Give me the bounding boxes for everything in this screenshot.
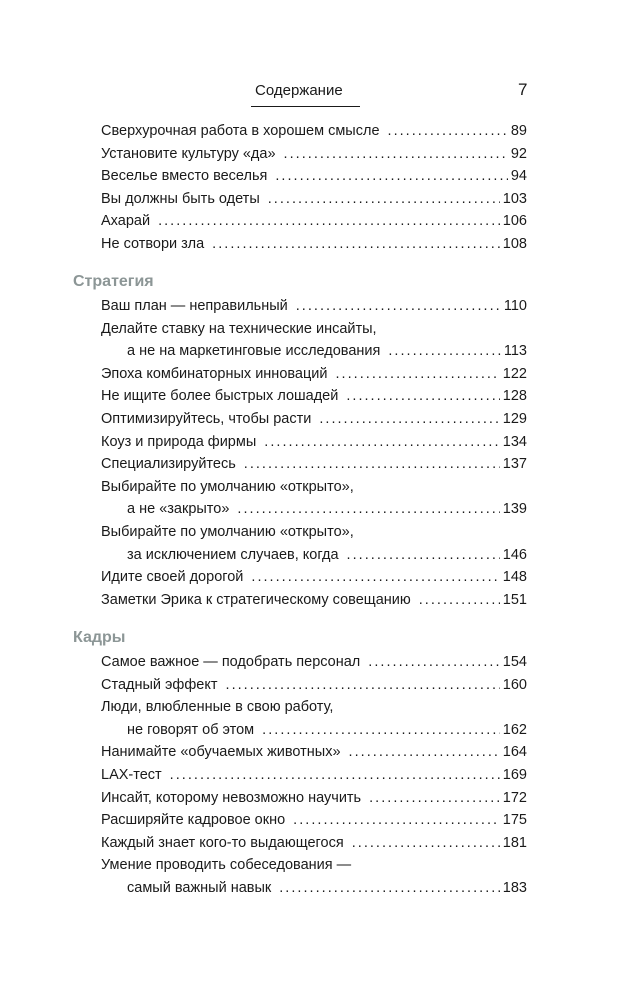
toc-entry[interactable]: [101, 833, 527, 856]
toc-entry[interactable]: [101, 788, 527, 811]
dot-leader: [388, 121, 508, 141]
toc-entry[interactable]: [101, 567, 527, 590]
dot-leader: [368, 652, 500, 672]
dot-leader: [268, 189, 500, 209]
toc-entry[interactable]: [101, 296, 527, 319]
toc-entry-title: Заметки Эрика к стратегическому совещанию: [101, 591, 411, 608]
toc-entry-title: за исключением случаев, когда: [127, 546, 339, 563]
dot-leader: [293, 810, 500, 830]
toc-entry-page: 162: [502, 721, 527, 738]
toc-entry[interactable]: [101, 364, 527, 387]
header-underline: [251, 106, 360, 107]
toc-entry-page: 103: [502, 190, 527, 207]
dot-leader: [347, 545, 500, 565]
toc-entry-title: Расширяйте кадровое окно: [101, 812, 286, 829]
toc-entry-title: Идите своей дорогой: [101, 569, 244, 586]
dot-leader: [336, 364, 500, 384]
dot-leader: [352, 833, 500, 853]
toc-entry-title: Инсайт, которому невозможно научить: [101, 789, 362, 806]
section-heading: Стратегия: [73, 273, 154, 290]
toc-entry-title: Оптимизируйтесь, чтобы расти: [101, 411, 312, 427]
toc-entry[interactable]: [101, 211, 527, 234]
toc-entry-page: 113: [503, 343, 527, 360]
dot-leader: [275, 166, 507, 186]
toc-entry[interactable]: [101, 319, 527, 364]
toc-entry-page: 139: [502, 501, 527, 518]
dot-leader: [170, 765, 500, 785]
toc-entry-page: 106: [502, 213, 527, 230]
dot-leader: [349, 742, 500, 762]
toc-entry-page: 160: [502, 676, 527, 693]
toc-entry[interactable]: [101, 697, 527, 742]
toc-entry[interactable]: [101, 675, 527, 698]
toc-entry-page: 108: [502, 236, 527, 252]
toc-entry[interactable]: [101, 166, 527, 189]
dot-leader: [296, 296, 501, 316]
toc-entry-title: Сверхурочная работа в хорошем смысле: [101, 123, 380, 139]
toc-entry[interactable]: [101, 189, 527, 212]
toc-entry-page: 134: [502, 433, 527, 450]
toc-entry-title: Умение проводить собеседования —: [101, 857, 352, 874]
toc-entry-title: не говорят об этом: [127, 721, 255, 738]
toc-entry-page: 146: [502, 546, 527, 563]
toc-entry-title: Выбирайте по умолчанию «открыто»,: [101, 478, 354, 495]
dot-leader: [279, 878, 500, 898]
toc-entry[interactable]: [101, 765, 527, 788]
toc-entry[interactable]: [101, 454, 527, 477]
toc-entry-title: Не сотвори зла: [101, 236, 205, 252]
toc-entry[interactable]: [101, 432, 527, 455]
toc-entry[interactable]: [101, 742, 527, 765]
dot-leader: [262, 720, 500, 740]
dot-leader: [388, 341, 501, 361]
dot-leader: [284, 144, 508, 164]
toc-entry[interactable]: [101, 121, 527, 144]
dot-leader: [212, 234, 500, 254]
toc-entry-page: 169: [502, 767, 527, 783]
dot-leader: [244, 454, 500, 474]
toc-entry-title: Установите культуру «да»: [101, 145, 276, 162]
toc-entry[interactable]: [101, 409, 527, 432]
toc-entry-page: 92: [510, 145, 527, 162]
toc-entry-title: Эпоха комбинаторных инноваций: [101, 365, 328, 382]
section-heading: Кадры: [73, 629, 126, 646]
toc-entry-title: а не на маркетинговые исследования: [127, 343, 381, 360]
toc-entry[interactable]: [101, 386, 527, 409]
toc-entry-title: Ваш план — неправильный: [101, 298, 288, 314]
dot-leader: [237, 499, 499, 519]
dot-leader: [319, 409, 499, 429]
toc-entry-page: 164: [502, 744, 527, 761]
toc-entry-title: Специализируйтесь: [101, 456, 236, 473]
toc-entry-title: Не ищите более быстрых лошадей: [101, 388, 339, 405]
toc-entry-title: Каждый знает кого-то выдающегося: [101, 834, 344, 851]
toc-entry-page: 181: [502, 834, 527, 851]
toc-entry[interactable]: [101, 522, 527, 567]
toc-entry[interactable]: [101, 144, 527, 167]
page-header: [0, 81, 632, 109]
toc-entry-title: самый важный навык: [127, 879, 272, 896]
toc-entry-page: 89: [510, 123, 527, 139]
page-number: 7: [518, 80, 528, 99]
dot-leader: [346, 386, 499, 406]
toc-entry[interactable]: [101, 590, 527, 613]
dot-leader: [369, 788, 500, 808]
toc-entry-title: Стадный эффект: [101, 676, 218, 693]
dot-leader: [158, 211, 500, 231]
running-header-title: Содержание: [255, 82, 343, 99]
toc-entry-title: Самое важное — подобрать персонал: [101, 654, 361, 670]
toc-entry-page: 175: [502, 812, 527, 829]
toc-entry[interactable]: [101, 810, 527, 833]
toc-entry-page: 110: [503, 298, 527, 314]
toc-entry-page: 94: [510, 168, 527, 185]
toc-entry-title: Выбирайте по умолчанию «открыто»,: [101, 524, 354, 540]
toc-entry-page: 129: [502, 411, 527, 427]
toc-entry-page: 148: [502, 569, 527, 586]
toc-entry-page: 154: [502, 654, 527, 670]
toc-entry-page: 128: [502, 388, 527, 405]
toc-entry[interactable]: [101, 477, 527, 522]
toc-entry-page: 137: [502, 456, 527, 473]
dot-leader: [419, 590, 500, 610]
toc-entry-title: LAX-тест: [101, 767, 162, 783]
toc-entry-page: 151: [502, 591, 527, 608]
toc-entry-page: 122: [502, 365, 527, 382]
dot-leader: [251, 567, 499, 587]
toc-entry-title: Веселье вместо веселья: [101, 168, 268, 185]
toc-entry[interactable]: [101, 855, 527, 900]
toc-entry-title: Вы должны быть одеты: [101, 190, 260, 207]
dot-leader: [226, 675, 500, 695]
toc-entry[interactable]: [101, 234, 527, 257]
toc-entry-title: Люди, влюбленные в свою работу,: [101, 699, 334, 716]
toc-entry-title: Ахарай: [101, 213, 151, 230]
toc-entry-title: Коуз и природа фирмы: [101, 433, 257, 450]
toc-entry-page: 172: [502, 789, 527, 806]
toc-entry[interactable]: [101, 652, 527, 675]
toc-entry-page: 183: [502, 879, 527, 896]
toc-entry-title: Делайте ставку на технические инсайты,: [101, 320, 377, 337]
toc-entry-title: Нанимайте «обучаемых животных»: [101, 744, 341, 761]
dot-leader: [264, 432, 500, 452]
toc-entry-title: а не «закрыто»: [127, 501, 230, 518]
